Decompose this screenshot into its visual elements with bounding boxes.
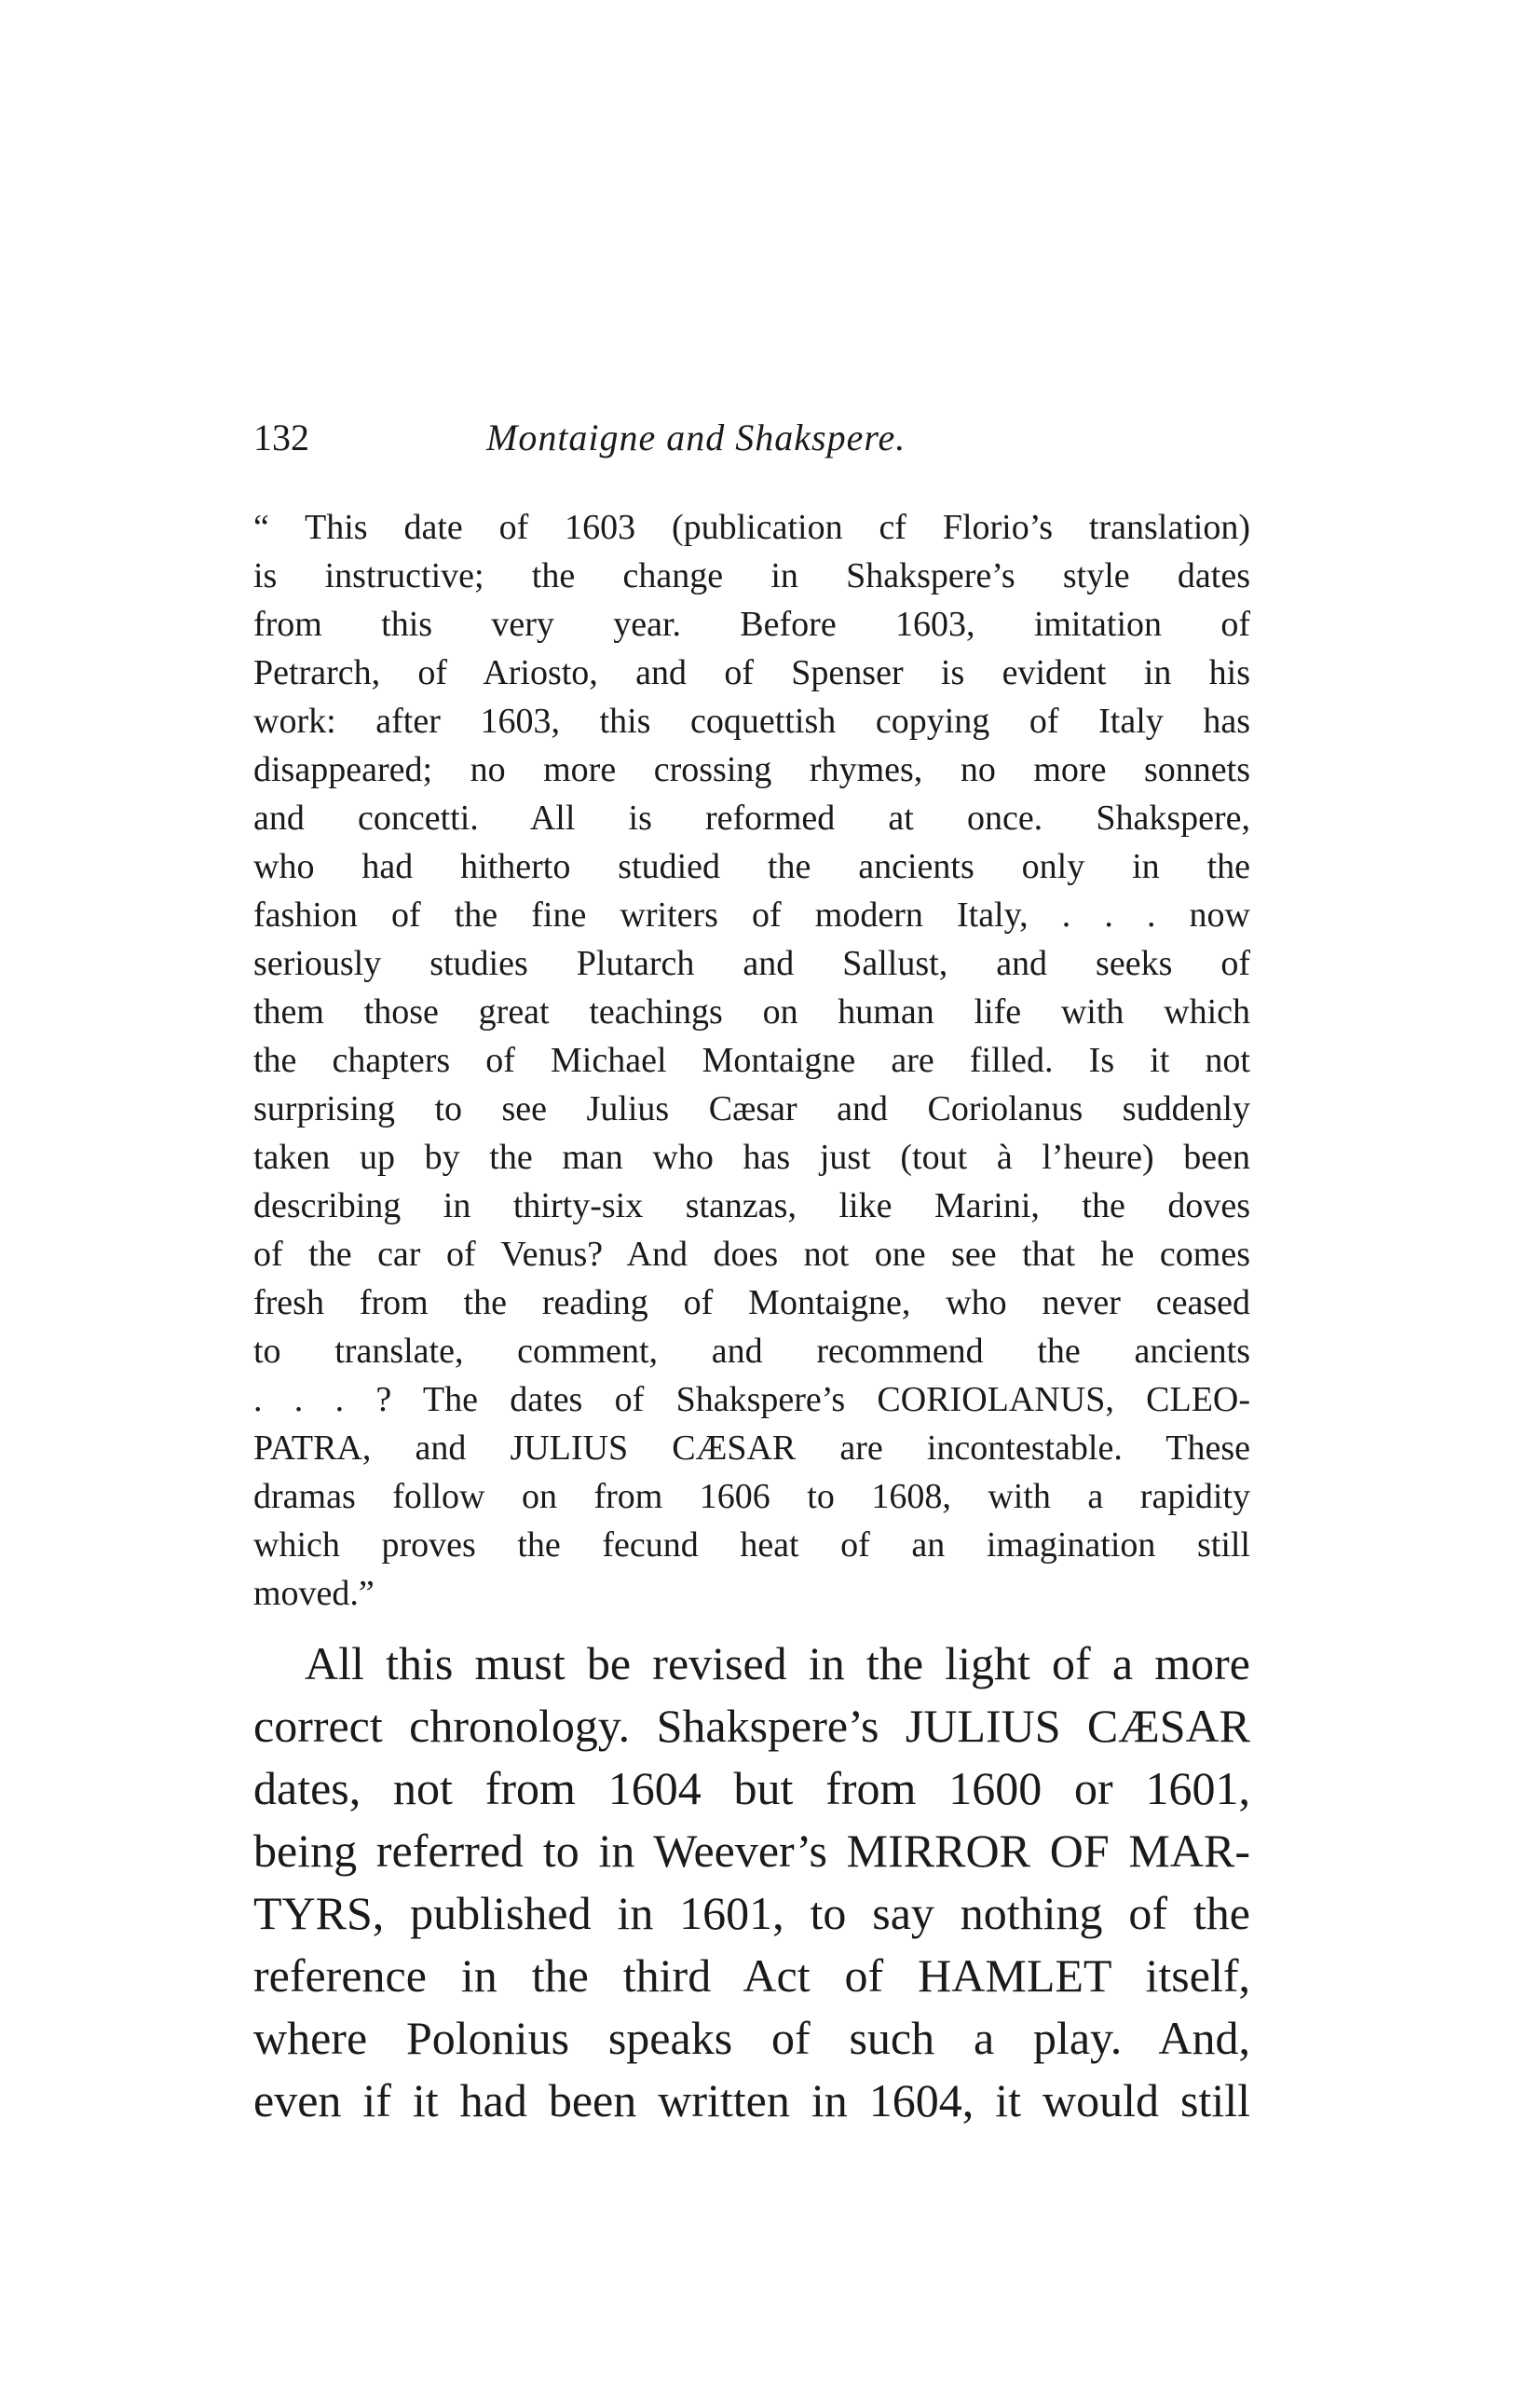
quote-line: moved.” bbox=[253, 1574, 375, 1613]
quote-line: seriously studies Plutarch and Sallust, and seeks of bbox=[253, 944, 1250, 983]
quote-line: disappeared; no more crossing rhymes, no more sonnets bbox=[253, 750, 1250, 789]
quote-line: which proves the fecund heat of an imagination still bbox=[253, 1525, 1250, 1565]
body-line: All this must be revised in the light of a more bbox=[305, 1637, 1250, 1689]
quote-line: and concetti. All is reformed at once. Shakspere, bbox=[253, 799, 1250, 838]
quote-line: taken up by the man who has just (tout à l’heure) been bbox=[253, 1138, 1250, 1177]
body-paragraph bbox=[253, 1633, 1250, 2132]
body-line: TYRS, published in 1601, to say nothing of the bbox=[253, 1887, 1250, 1939]
quote-line: surprising to see Julius Cæsar and Coriolanus suddenly bbox=[253, 1089, 1250, 1128]
running-title: Montaigne and Shakspere. bbox=[486, 417, 906, 458]
body-line: even if it had been written in 1604, it would still bbox=[253, 2074, 1250, 2126]
quote-line: to translate, comment, and recommend the ancients bbox=[253, 1332, 1250, 1371]
body-line: correct chronology. Shakspere’s JULIUS CÆSAR bbox=[253, 1700, 1250, 1752]
quote-line: dramas follow on from 1606 to 1608, with a rapidity bbox=[253, 1477, 1250, 1516]
quote-line: the chapters of Michael Montaigne are filled. Is it not bbox=[253, 1041, 1250, 1080]
quote-line: describing in thirty-six stanzas, like Marini, the doves bbox=[253, 1186, 1250, 1225]
running-head bbox=[253, 410, 1250, 466]
quote-line: fashion of the fine writers of modern Italy, . . . now bbox=[253, 895, 1250, 935]
quote-line: is instructive; the change in Shakspere’s style dates bbox=[253, 556, 1250, 595]
quote-line: Petrarch, of Ariosto, and of Spenser is evident in his bbox=[253, 653, 1250, 692]
quote-line: work: after 1603, this coquettish copying of Italy has bbox=[253, 702, 1250, 741]
page-number: 132 bbox=[253, 417, 309, 458]
quote-line: who had hitherto studied the ancients only in the bbox=[253, 847, 1250, 886]
quote-line: from this very year. Before 1603, imitation of bbox=[253, 605, 1250, 644]
quote-line: . . . ? The dates of Shakspere’s CORIOLANUS, CLEO- bbox=[253, 1380, 1250, 1419]
quoted-passage bbox=[253, 503, 1250, 1618]
quote-line: fresh from the reading of Montaigne, who never ceased bbox=[253, 1283, 1250, 1322]
quote-line: them those great teachings on human life with which bbox=[253, 992, 1250, 1032]
body-line: reference in the third Act of HAMLET itself, bbox=[253, 1949, 1250, 2002]
quote-line: of the car of Venus? And does not one see that he comes bbox=[253, 1235, 1250, 1274]
quote-line: “ This date of 1603 (publication cf Florio’s translation) bbox=[253, 508, 1250, 547]
quote-line: PATRA, and JULIUS CÆSAR are incontestable. These bbox=[253, 1429, 1250, 1468]
body-line: dates, not from 1604 but from 1600 or 1601, bbox=[253, 1762, 1250, 1814]
body-line: where Polonius speaks of such a play. And, bbox=[253, 2012, 1250, 2064]
body-line: being referred to in Weever’s MIRROR OF MAR- bbox=[253, 1825, 1250, 1877]
